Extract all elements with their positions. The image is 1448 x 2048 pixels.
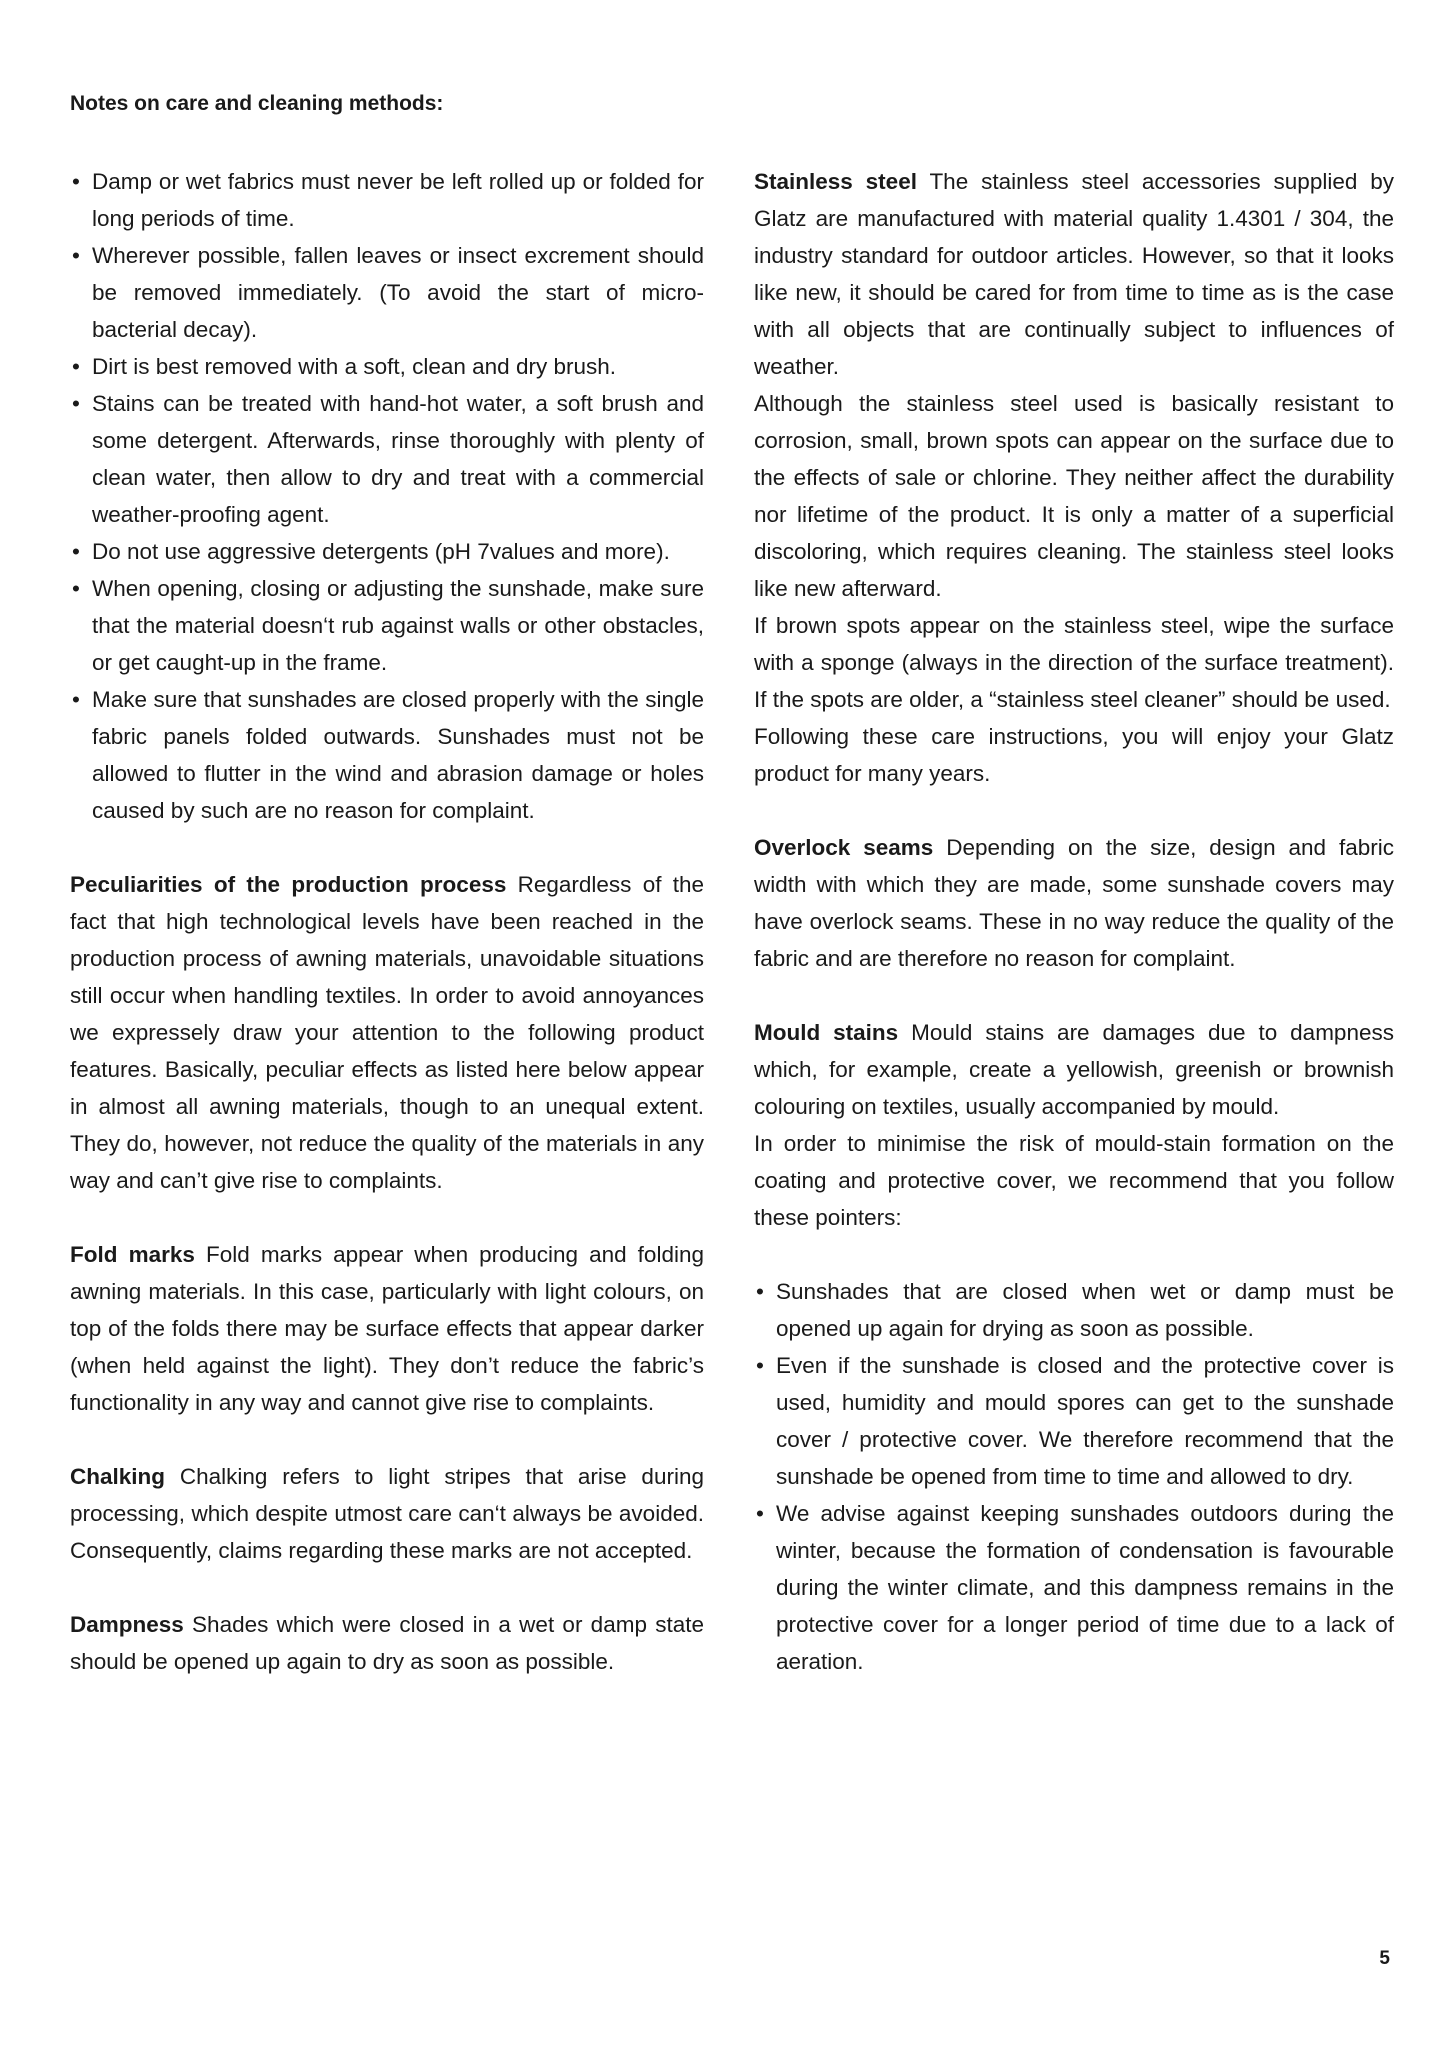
section-mould-stains <box>754 1014 1394 1125</box>
section-title: Stainless steel <box>754 169 917 194</box>
list-item: • Even if the sunshade is closed and the protective cover is used, humidity and mould spores can get to the sunshade cover / protective cover. We therefore recommend that the sunshade be opened from time to time and allowed to dry. <box>754 1347 1394 1495</box>
section-text: Chalking refers to light stripes that arise during processing, which despite utmost care can‘t always be avoided. Consequently, claims regarding these marks are not accepted. <box>70 1464 704 1563</box>
section-title: Overlock seams <box>754 835 934 860</box>
section-title: Peculiarities of the production process <box>70 872 507 897</box>
section-title: Dampness <box>70 1612 184 1637</box>
page-number: 5 <box>1379 1948 1390 1969</box>
section-title: Mould stains <box>754 1020 899 1045</box>
paragraph: Following these care instructions, you will enjoy your Glatz product for many years. <box>754 724 1394 786</box>
section-text: Shades which were closed in a wet or damp state should be opened up again to dry as soon as possible. <box>70 1612 704 1674</box>
section-fold-marks <box>70 1236 704 1421</box>
list-item: • Sunshades that are closed when wet or damp must be opened up again for drying as soon as possible. <box>754 1273 1394 1347</box>
section-stainless-steel <box>754 163 1394 385</box>
section-title: Fold marks <box>70 1242 195 1267</box>
list-item: • We advise against keeping sunshades outdoors during the winter, because the formation of condensation is favourable during the winter climate, and this dampness remains in the protective cover for a longer period of time due to a lack of aeration. <box>754 1495 1394 1680</box>
list-item: • When opening, closing or adjusting the sunshade, make sure that the material doesn‘t rub against walls or other obstacles, or get caught-up in the frame. <box>70 570 704 681</box>
paragraph: In order to minimise the risk of mould-stain formation on the coating and protective cover, we recommend that you follow these pointers: <box>754 1131 1394 1230</box>
list-item: • Damp or wet fabrics must never be left rolled up or folded for long periods of time. <box>70 163 704 237</box>
right-column <box>754 163 1394 1680</box>
section-text: Fold marks appear when producing and folding awning materials. In this case, particularly with light colours, on top of the folds there may be surface effects that appear darker (when held against the light). They don’t reduce the fabric’s functionality in any way and cannot give rise to complaints. <box>70 1242 704 1415</box>
care-bullet-list <box>70 163 704 829</box>
section-text: Regardless of the fact that high technological levels have been reached in the production process of awning materials, unavoidable situations still occur when handling textiles. In order to avoid annoyances we expressely draw your attention to the following product features. Basically, peculiar effects as listed here below appear in almost all awning materials, though to an unequal extent. They do, however, not reduce the quality of the materials in any way and can’t give rise to complaints. <box>70 872 704 1193</box>
list-item: • Do not use aggressive detergents (pH 7values and more). <box>70 533 704 570</box>
section-overlock-seams <box>754 829 1394 977</box>
section-title: Chalking <box>70 1464 166 1489</box>
paragraph: Although the stainless steel used is basically resistant to corrosion, small, brown spots can appear on the surface due to the effects of sale or chlorine. They neither affect the durability nor lifetime of the product. It is only a matter of a superficial discoloring, which requires cleaning. The stainless steel looks like new afterward. <box>754 391 1394 601</box>
section-text: The stainless steel accessories supplied by Glatz are manufactured with material quality 1.4301 / 304, the industry standard for outdoor articles. However, so that it looks like new, it should be cared for from time to time as is the case with all objects that are continually subject to influences of weather. <box>754 169 1394 379</box>
section-text: Depending on the size, design and fabric width with which they are made, some sunshade covers may have overlock seams. These in no way reduce the quality of the fabric and are therefore no reason for complaint. <box>754 835 1394 971</box>
page-heading: Notes on care and cleaning methods: <box>70 92 444 115</box>
list-item: • Make sure that sunshades are closed properly with the single fabric panels folded outwards. Sunshades must not be allowed to flutter in the wind and abrasion damage or holes caused by such are no reason for complaint. <box>70 681 704 829</box>
section-dampness <box>70 1606 704 1680</box>
section-production-process <box>70 866 704 1199</box>
list-item: • Stains can be treated with hand-hot water, a soft brush and some detergent. Afterwards, rinse thoroughly with plenty of clean water, then allow to dry and treat with a commercial weather-proofing agent. <box>70 385 704 533</box>
section-text: Mould stains are damages due to dampness which, for example, create a yellowish, greenish or brownish colouring on textiles, usually accompanied by mould. <box>754 1020 1394 1119</box>
paragraph: If brown spots appear on the stainless steel, wipe the surface with a sponge (always in the direction of the surface treatment). If the spots are older, a “stainless steel cleaner” should be used. <box>754 613 1394 712</box>
left-column <box>70 163 704 1680</box>
list-item: • Wherever possible, fallen leaves or insect excrement should be removed immediately. (To avoid the start of micro-bacterial decay). <box>70 237 704 348</box>
mould-bullet-list <box>754 1273 1394 1680</box>
list-item: • Dirt is best removed with a soft, clean and dry brush. <box>70 348 704 385</box>
section-chalking <box>70 1458 704 1569</box>
